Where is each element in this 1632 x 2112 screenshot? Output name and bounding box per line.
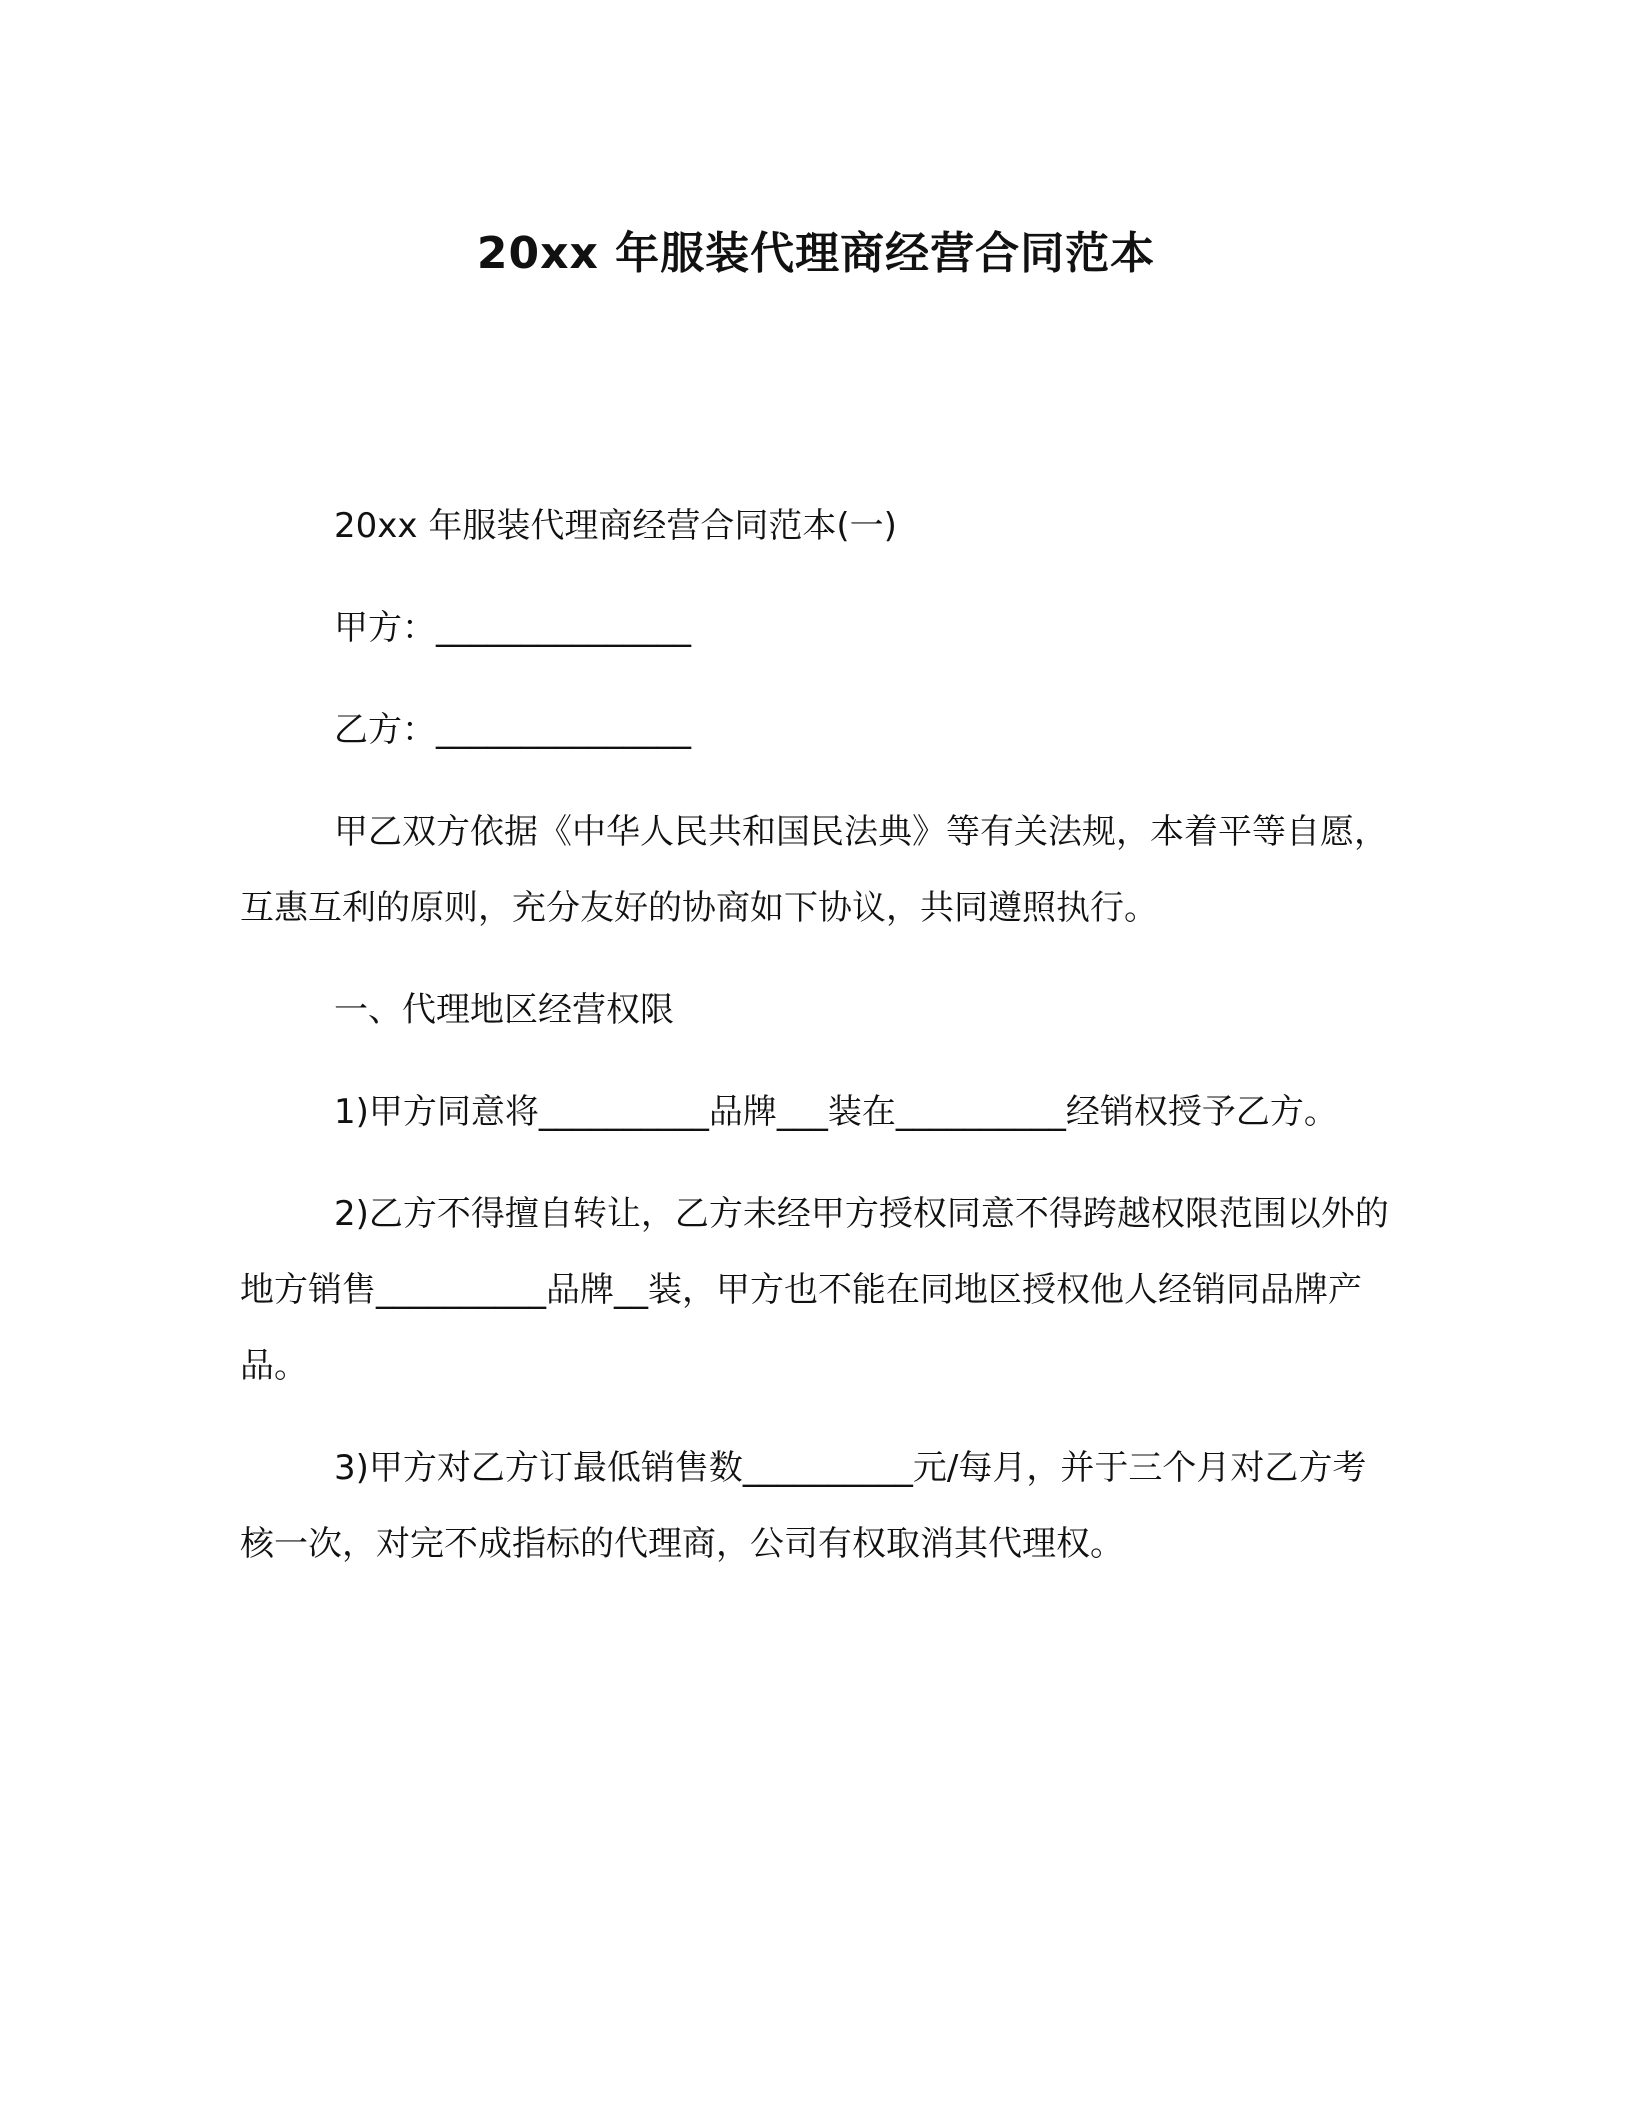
party-b-line: 乙方：_______________: [334, 710, 691, 750]
contract-subtitle: 20xx 年服装代理商经营合同范本(一): [334, 506, 897, 546]
clause-1: 1)甲方同意将__________品牌___装在__________经销权授予乙方。: [334, 1092, 1338, 1132]
party-a-line: 甲方：_______________: [334, 608, 691, 648]
document-title: 20xx 年服装代理商经营合同范本: [476, 228, 1156, 279]
section-heading: 一、代理地区经营权限: [334, 990, 674, 1030]
preamble-paragraph: 甲乙双方依据《中华人民共和国民法典》等有关法规，本着平等自愿，互惠互利的原则，充分友好的协商如下协议，共同遵照执行。: [240, 812, 1388, 928]
clause-2: 2)乙方不得擅自转让，乙方未经甲方授权同意不得跨越权限范围以外的地方销售__________品牌__装，甲方也不能在同地区授权他人经销同品牌产品。: [240, 1194, 1389, 1386]
clause-3: 3)甲方对乙方订最低销售数__________元/每月，并于三个月对乙方考核一次，对完不成指标的代理商，公司有权取消其代理权。: [240, 1448, 1367, 1564]
document-body: [240, 488, 1390, 1608]
